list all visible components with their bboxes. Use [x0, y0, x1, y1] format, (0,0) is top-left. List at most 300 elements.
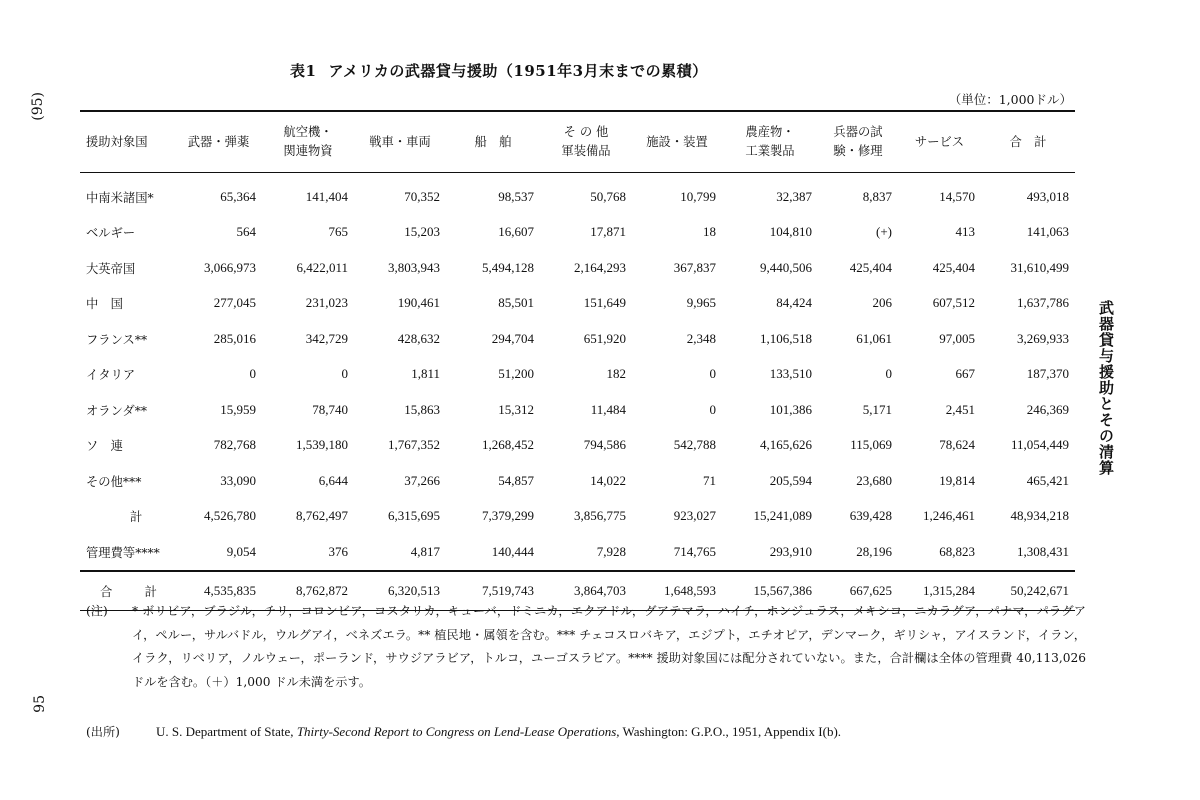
value-cell — [354, 534, 446, 571]
cell-value: 294,704 — [491, 330, 534, 346]
value-cell — [175, 286, 262, 322]
column-header — [446, 111, 540, 173]
column-header-line: 施設・装置 — [646, 134, 708, 149]
table-header-row — [80, 111, 1075, 173]
cell-value: 140,444 — [491, 543, 534, 559]
cell-value: 6,422,011 — [296, 259, 348, 275]
table-row — [80, 357, 1075, 393]
cell-value: 231,023 — [305, 295, 348, 311]
column-header-line: 船 舶 — [474, 134, 512, 149]
value-cell — [175, 428, 262, 464]
value-cell — [262, 499, 354, 535]
table-row — [80, 250, 1075, 286]
value-cell — [981, 392, 1075, 428]
column-header-line: 武器・弾薬 — [187, 134, 250, 149]
column-header-line: 験・修理 — [833, 144, 883, 158]
table-title — [290, 60, 890, 81]
cell-value: 2,451 — [945, 401, 975, 417]
value-cell — [898, 321, 981, 357]
value-cell — [540, 250, 632, 286]
cell-value: 782,768 — [213, 437, 256, 453]
table-row — [80, 428, 1075, 464]
cell-value: 18 — [703, 224, 716, 240]
value-cell — [446, 250, 540, 286]
column-header — [818, 111, 898, 173]
cell-value: 0 — [709, 401, 716, 417]
total-value: 667,625 — [849, 582, 892, 598]
cell-value: 342,729 — [305, 330, 348, 346]
value-cell — [540, 463, 632, 499]
cell-value: 0 — [341, 366, 348, 382]
value-cell — [981, 499, 1075, 535]
column-header-line: 農産物・ — [745, 125, 795, 139]
cell-value: 65,364 — [220, 188, 256, 204]
cell-value: 205,594 — [769, 472, 812, 488]
value-cell — [540, 392, 632, 428]
row-label: オランダ** — [86, 403, 147, 418]
value-cell — [898, 463, 981, 499]
cell-value: 651,920 — [583, 330, 626, 346]
value-cell — [262, 173, 354, 215]
value-cell — [632, 428, 722, 464]
total-label: 合 計 — [100, 584, 167, 599]
column-header-line: 関連物資 — [283, 144, 333, 158]
value-cell — [262, 215, 354, 251]
value-cell — [898, 286, 981, 322]
column-header — [262, 111, 354, 173]
cell-value: 3,856,775 — [574, 508, 626, 524]
table-unit: （単位：1,000ドル） — [948, 92, 1072, 107]
value-cell — [722, 173, 818, 215]
value-cell — [262, 286, 354, 322]
value-cell — [981, 286, 1075, 322]
value-cell — [722, 463, 818, 499]
source-label: (出所) — [86, 725, 120, 739]
value-cell — [354, 173, 446, 215]
cell-value: 6,644 — [318, 472, 348, 488]
cell-value: 923,027 — [673, 508, 716, 524]
cell-value: 714,765 — [673, 543, 716, 559]
cell-value: 133,510 — [769, 366, 812, 382]
column-header-line: 援助対象国 — [86, 134, 148, 149]
value-cell — [540, 321, 632, 357]
cell-value: 31,610,499 — [1010, 259, 1069, 275]
cell-value: 71 — [703, 472, 716, 488]
cell-value: 0 — [885, 366, 892, 382]
cell-value: 15,959 — [220, 401, 256, 417]
value-cell — [446, 392, 540, 428]
value-cell — [354, 357, 446, 393]
notes-label: (注) — [86, 604, 108, 618]
cell-value: 465,421 — [1026, 472, 1069, 488]
cell-value: 3,269,933 — [1017, 330, 1069, 346]
row-label-cell — [80, 392, 175, 428]
subtotal-row — [80, 499, 1075, 535]
value-cell — [898, 215, 981, 251]
table-notes — [86, 600, 1086, 694]
value-cell — [540, 173, 632, 215]
cell-value: 68,823 — [939, 543, 975, 559]
cell-value: 48,934,218 — [1010, 508, 1069, 524]
cell-value: 425,404 — [932, 259, 975, 275]
row-label-cell — [80, 463, 175, 499]
table-row — [80, 173, 1075, 215]
cell-value: 4,165,626 — [760, 437, 812, 453]
cell-value: 11,484 — [590, 401, 626, 417]
row-label: ソ 連 — [86, 439, 123, 454]
cell-value: 182 — [606, 366, 626, 382]
cell-value: 23,680 — [856, 472, 892, 488]
cell-value: 206 — [872, 295, 892, 311]
value-cell — [175, 173, 262, 215]
column-header — [632, 111, 722, 173]
table-body — [80, 173, 1075, 571]
value-cell — [175, 392, 262, 428]
cell-value: 6,315,695 — [388, 508, 440, 524]
cell-value: 11,054,449 — [1010, 437, 1069, 453]
column-header — [722, 111, 818, 173]
cell-value: 7,928 — [596, 543, 626, 559]
cell-value: 8,837 — [862, 188, 892, 204]
value-cell — [981, 321, 1075, 357]
value-cell — [981, 463, 1075, 499]
value-cell — [818, 392, 898, 428]
cell-value: 376 — [328, 543, 348, 559]
table-row — [80, 215, 1075, 251]
cell-value: 1,767,352 — [388, 437, 440, 453]
value-cell — [632, 250, 722, 286]
value-cell — [262, 463, 354, 499]
value-cell — [175, 463, 262, 499]
cell-value: 425,404 — [849, 259, 892, 275]
row-label: 管理費等**** — [86, 545, 160, 560]
total-value: 3,864,703 — [574, 582, 626, 598]
cell-value: 9,965 — [686, 295, 716, 311]
cell-value: 14,022 — [590, 472, 626, 488]
page-number-bottom: 95 — [32, 695, 48, 713]
value-cell — [354, 428, 446, 464]
cell-value: 9,440,506 — [760, 259, 812, 275]
value-cell — [632, 215, 722, 251]
cell-value: 78,740 — [312, 401, 348, 417]
column-header-line: サービス — [914, 134, 965, 149]
column-header — [354, 111, 446, 173]
value-cell — [632, 321, 722, 357]
value-cell — [262, 428, 354, 464]
cell-value: 1,637,786 — [1017, 295, 1069, 311]
value-cell — [262, 534, 354, 571]
value-cell — [981, 250, 1075, 286]
row-label-cell — [80, 534, 175, 571]
row-label: ベルギー — [86, 226, 136, 241]
cell-value: 78,624 — [939, 437, 975, 453]
cell-value: 50,768 — [590, 188, 626, 204]
cell-value: 0 — [249, 366, 256, 382]
value-cell — [818, 173, 898, 215]
cell-value: 285,016 — [213, 330, 256, 346]
value-cell — [722, 321, 818, 357]
value-cell — [175, 321, 262, 357]
value-cell — [981, 357, 1075, 393]
value-cell — [722, 392, 818, 428]
value-cell — [632, 286, 722, 322]
table-row — [80, 286, 1075, 322]
value-cell — [818, 428, 898, 464]
value-cell — [981, 534, 1075, 571]
value-cell — [262, 250, 354, 286]
row-label: 大英帝国 — [86, 261, 136, 276]
row-label-cell — [80, 499, 175, 535]
cell-value: 2,164,293 — [574, 259, 626, 275]
cell-value: (+) — [876, 224, 892, 240]
cell-value: 37,266 — [404, 472, 440, 488]
cell-value: 141,063 — [1026, 224, 1069, 240]
value-cell — [981, 215, 1075, 251]
value-cell — [354, 215, 446, 251]
cell-value: 32,387 — [776, 188, 812, 204]
cell-value: 19,814 — [939, 472, 975, 488]
cell-value: 9,054 — [226, 543, 256, 559]
notes-text: * ボリビア，ブラジル，チリ，コロンビア，コスタリカ，キューバ，ドミニカ，エクアドル，グアテマラ，ハイチ，ホンジュラス，メキシコ，ニカラグア，パナマ，パラグアイ，ペルー，サルバドル，ウルグアイ，ベネズエラ。** 植民地・属領を含む。*** チェコスロバキア，エジプト，エチオピア，デンマーク，ギリシャ，アイスランド，イラン，イラク，リベリア，ノルウェー，ポーランド，サウジアラビア，トルコ，ユーゴスラビア。**** 援助対象国には配分されていない。また，合計欄は全体の管理費 40,113,026 ドルを含む。（＋）1,000 ドル未満を示す。 — [132, 604, 1086, 689]
total-value: 7,519,743 — [482, 582, 534, 598]
table-row — [80, 534, 1075, 571]
value-cell — [632, 463, 722, 499]
source-before: U. S. Department of State, — [156, 724, 297, 739]
value-cell — [540, 428, 632, 464]
table-number: 表1 — [290, 62, 317, 80]
table-row — [80, 321, 1075, 357]
source-after: Washington: G.P.O., 1951, Appendix I(b). — [619, 724, 842, 739]
page-number-top: (95) — [30, 92, 46, 121]
row-label-cell — [80, 250, 175, 286]
value-cell — [898, 173, 981, 215]
cell-value: 104,810 — [769, 224, 812, 240]
value-cell — [898, 499, 981, 535]
cell-value: 14,570 — [939, 188, 975, 204]
value-cell — [898, 534, 981, 571]
cell-value: 54,857 — [498, 472, 534, 488]
value-cell — [262, 392, 354, 428]
value-cell — [446, 215, 540, 251]
row-label-cell — [80, 215, 175, 251]
cell-value: 367,837 — [673, 259, 716, 275]
value-cell — [722, 428, 818, 464]
column-header-line: 軍装備品 — [561, 144, 611, 158]
total-value: 1,648,593 — [664, 582, 716, 598]
column-header-line: そ の 他 — [563, 125, 609, 139]
value-cell — [446, 463, 540, 499]
row-label: イタリア — [86, 368, 136, 383]
column-header — [898, 111, 981, 173]
total-value: 15,567,386 — [753, 582, 812, 598]
cell-value: 607,512 — [932, 295, 975, 311]
cell-value: 70,352 — [404, 188, 440, 204]
cell-value: 2,348 — [686, 330, 716, 346]
row-label-cell — [80, 428, 175, 464]
row-label: その他*** — [86, 474, 142, 489]
value-cell — [175, 215, 262, 251]
cell-value: 33,090 — [220, 472, 256, 488]
value-cell — [722, 499, 818, 535]
cell-value: 0 — [709, 366, 716, 382]
cell-value: 564 — [236, 224, 256, 240]
value-cell — [175, 499, 262, 535]
source-title: Thirty-Second Report to Congress on Lend-Lease Operations, — [296, 724, 620, 739]
value-cell — [818, 499, 898, 535]
value-cell — [898, 428, 981, 464]
value-cell — [898, 392, 981, 428]
cell-value: 4,526,780 — [204, 508, 256, 524]
cell-value: 413 — [955, 224, 975, 240]
cell-value: 187,370 — [1026, 366, 1069, 382]
value-cell — [632, 357, 722, 393]
value-cell — [262, 357, 354, 393]
value-cell — [981, 428, 1075, 464]
cell-value: 1,308,431 — [1017, 543, 1069, 559]
column-header-line: 航空機・ — [283, 125, 333, 139]
cell-value: 5,171 — [862, 401, 892, 417]
total-value: 50,242,671 — [1010, 582, 1069, 598]
value-cell — [262, 321, 354, 357]
cell-value: 3,066,973 — [204, 259, 256, 275]
cell-value: 7,379,299 — [482, 508, 534, 524]
table-header — [80, 111, 1075, 173]
cell-value: 15,312 — [498, 401, 534, 417]
value-cell — [354, 286, 446, 322]
value-cell — [981, 173, 1075, 215]
cell-value: 794,586 — [583, 437, 626, 453]
cell-value: 101,386 — [769, 401, 812, 417]
cell-value: 1,268,452 — [482, 437, 534, 453]
value-cell — [175, 250, 262, 286]
row-label-cell — [80, 173, 175, 215]
total-value: 8,762,872 — [296, 582, 348, 598]
cell-value: 1,539,180 — [296, 437, 348, 453]
value-cell — [898, 250, 981, 286]
cell-value: 1,106,518 — [760, 330, 812, 346]
cell-value: 16,607 — [498, 224, 534, 240]
cell-value: 1,811 — [411, 366, 440, 382]
cell-value: 277,045 — [213, 295, 256, 311]
value-cell — [446, 173, 540, 215]
cell-value: 98,537 — [498, 188, 534, 204]
cell-value: 293,910 — [769, 543, 812, 559]
value-cell — [818, 463, 898, 499]
row-label-cell — [80, 286, 175, 322]
cell-value: 542,788 — [673, 437, 716, 453]
cell-value: 51,200 — [498, 366, 534, 382]
value-cell — [446, 286, 540, 322]
aid-table-container — [80, 110, 1075, 611]
value-cell — [540, 534, 632, 571]
cell-value: 28,196 — [856, 543, 892, 559]
cell-value: 115,069 — [850, 437, 892, 453]
column-header — [80, 111, 175, 173]
cell-value: 190,461 — [397, 295, 440, 311]
running-head: 武器貸与援助とその清算 — [1097, 300, 1115, 476]
value-cell — [632, 534, 722, 571]
cell-value: 15,203 — [404, 224, 440, 240]
value-cell — [818, 321, 898, 357]
cell-value: 667 — [955, 366, 975, 382]
cell-value: 15,241,089 — [753, 508, 812, 524]
cell-value: 4,817 — [410, 543, 440, 559]
cell-value: 97,005 — [939, 330, 975, 346]
value-cell — [722, 357, 818, 393]
cell-value: 8,762,497 — [296, 508, 348, 524]
column-header-line: 兵器の試 — [833, 125, 883, 139]
cell-value: 5,494,128 — [482, 259, 534, 275]
cell-value: 765 — [328, 224, 348, 240]
value-cell — [354, 463, 446, 499]
total-value: 1,315,284 — [923, 582, 975, 598]
cell-value: 246,369 — [1026, 401, 1069, 417]
row-label: 計 — [130, 510, 143, 525]
cell-value: 493,018 — [1026, 188, 1069, 204]
value-cell — [818, 357, 898, 393]
value-cell — [722, 286, 818, 322]
column-header — [981, 111, 1075, 173]
cell-value: 151,649 — [583, 295, 626, 311]
value-cell — [540, 215, 632, 251]
row-label: 中南米諸国* — [86, 190, 154, 205]
column-header-line: 戦車・車両 — [369, 134, 431, 149]
value-cell — [446, 357, 540, 393]
cell-value: 141,404 — [305, 188, 348, 204]
table-title-text: アメリカの武器貸与援助（1951年3月末までの累積） — [328, 62, 708, 80]
cell-value: 639,428 — [849, 508, 892, 524]
column-header-line: 合 計 — [1009, 134, 1047, 149]
value-cell — [898, 357, 981, 393]
value-cell — [354, 321, 446, 357]
value-cell — [446, 534, 540, 571]
aid-table — [80, 110, 1075, 611]
value-cell — [446, 428, 540, 464]
cell-value: 428,632 — [397, 330, 440, 346]
value-cell — [722, 215, 818, 251]
value-cell — [446, 321, 540, 357]
cell-value: 17,871 — [590, 224, 626, 240]
value-cell — [354, 392, 446, 428]
value-cell — [540, 286, 632, 322]
row-label: 中 国 — [86, 297, 123, 312]
table-row — [80, 392, 1075, 428]
value-cell — [446, 499, 540, 535]
value-cell — [354, 250, 446, 286]
cell-value: 61,061 — [856, 330, 892, 346]
column-header — [175, 111, 262, 173]
value-cell — [354, 499, 446, 535]
value-cell — [818, 250, 898, 286]
value-cell — [632, 392, 722, 428]
table-source — [86, 723, 1096, 740]
cell-value: 85,501 — [498, 295, 534, 311]
value-cell — [540, 499, 632, 535]
value-cell — [632, 499, 722, 535]
cell-value: 1,246,461 — [923, 508, 975, 524]
cell-value: 10,799 — [680, 188, 716, 204]
value-cell — [818, 215, 898, 251]
value-cell — [175, 357, 262, 393]
value-cell — [722, 250, 818, 286]
table-row — [80, 463, 1075, 499]
row-label: フランス** — [86, 332, 148, 347]
value-cell — [632, 173, 722, 215]
row-label-cell — [80, 357, 175, 393]
total-value: 6,320,513 — [388, 582, 440, 598]
value-cell — [722, 534, 818, 571]
total-value: 4,535,835 — [204, 582, 256, 598]
